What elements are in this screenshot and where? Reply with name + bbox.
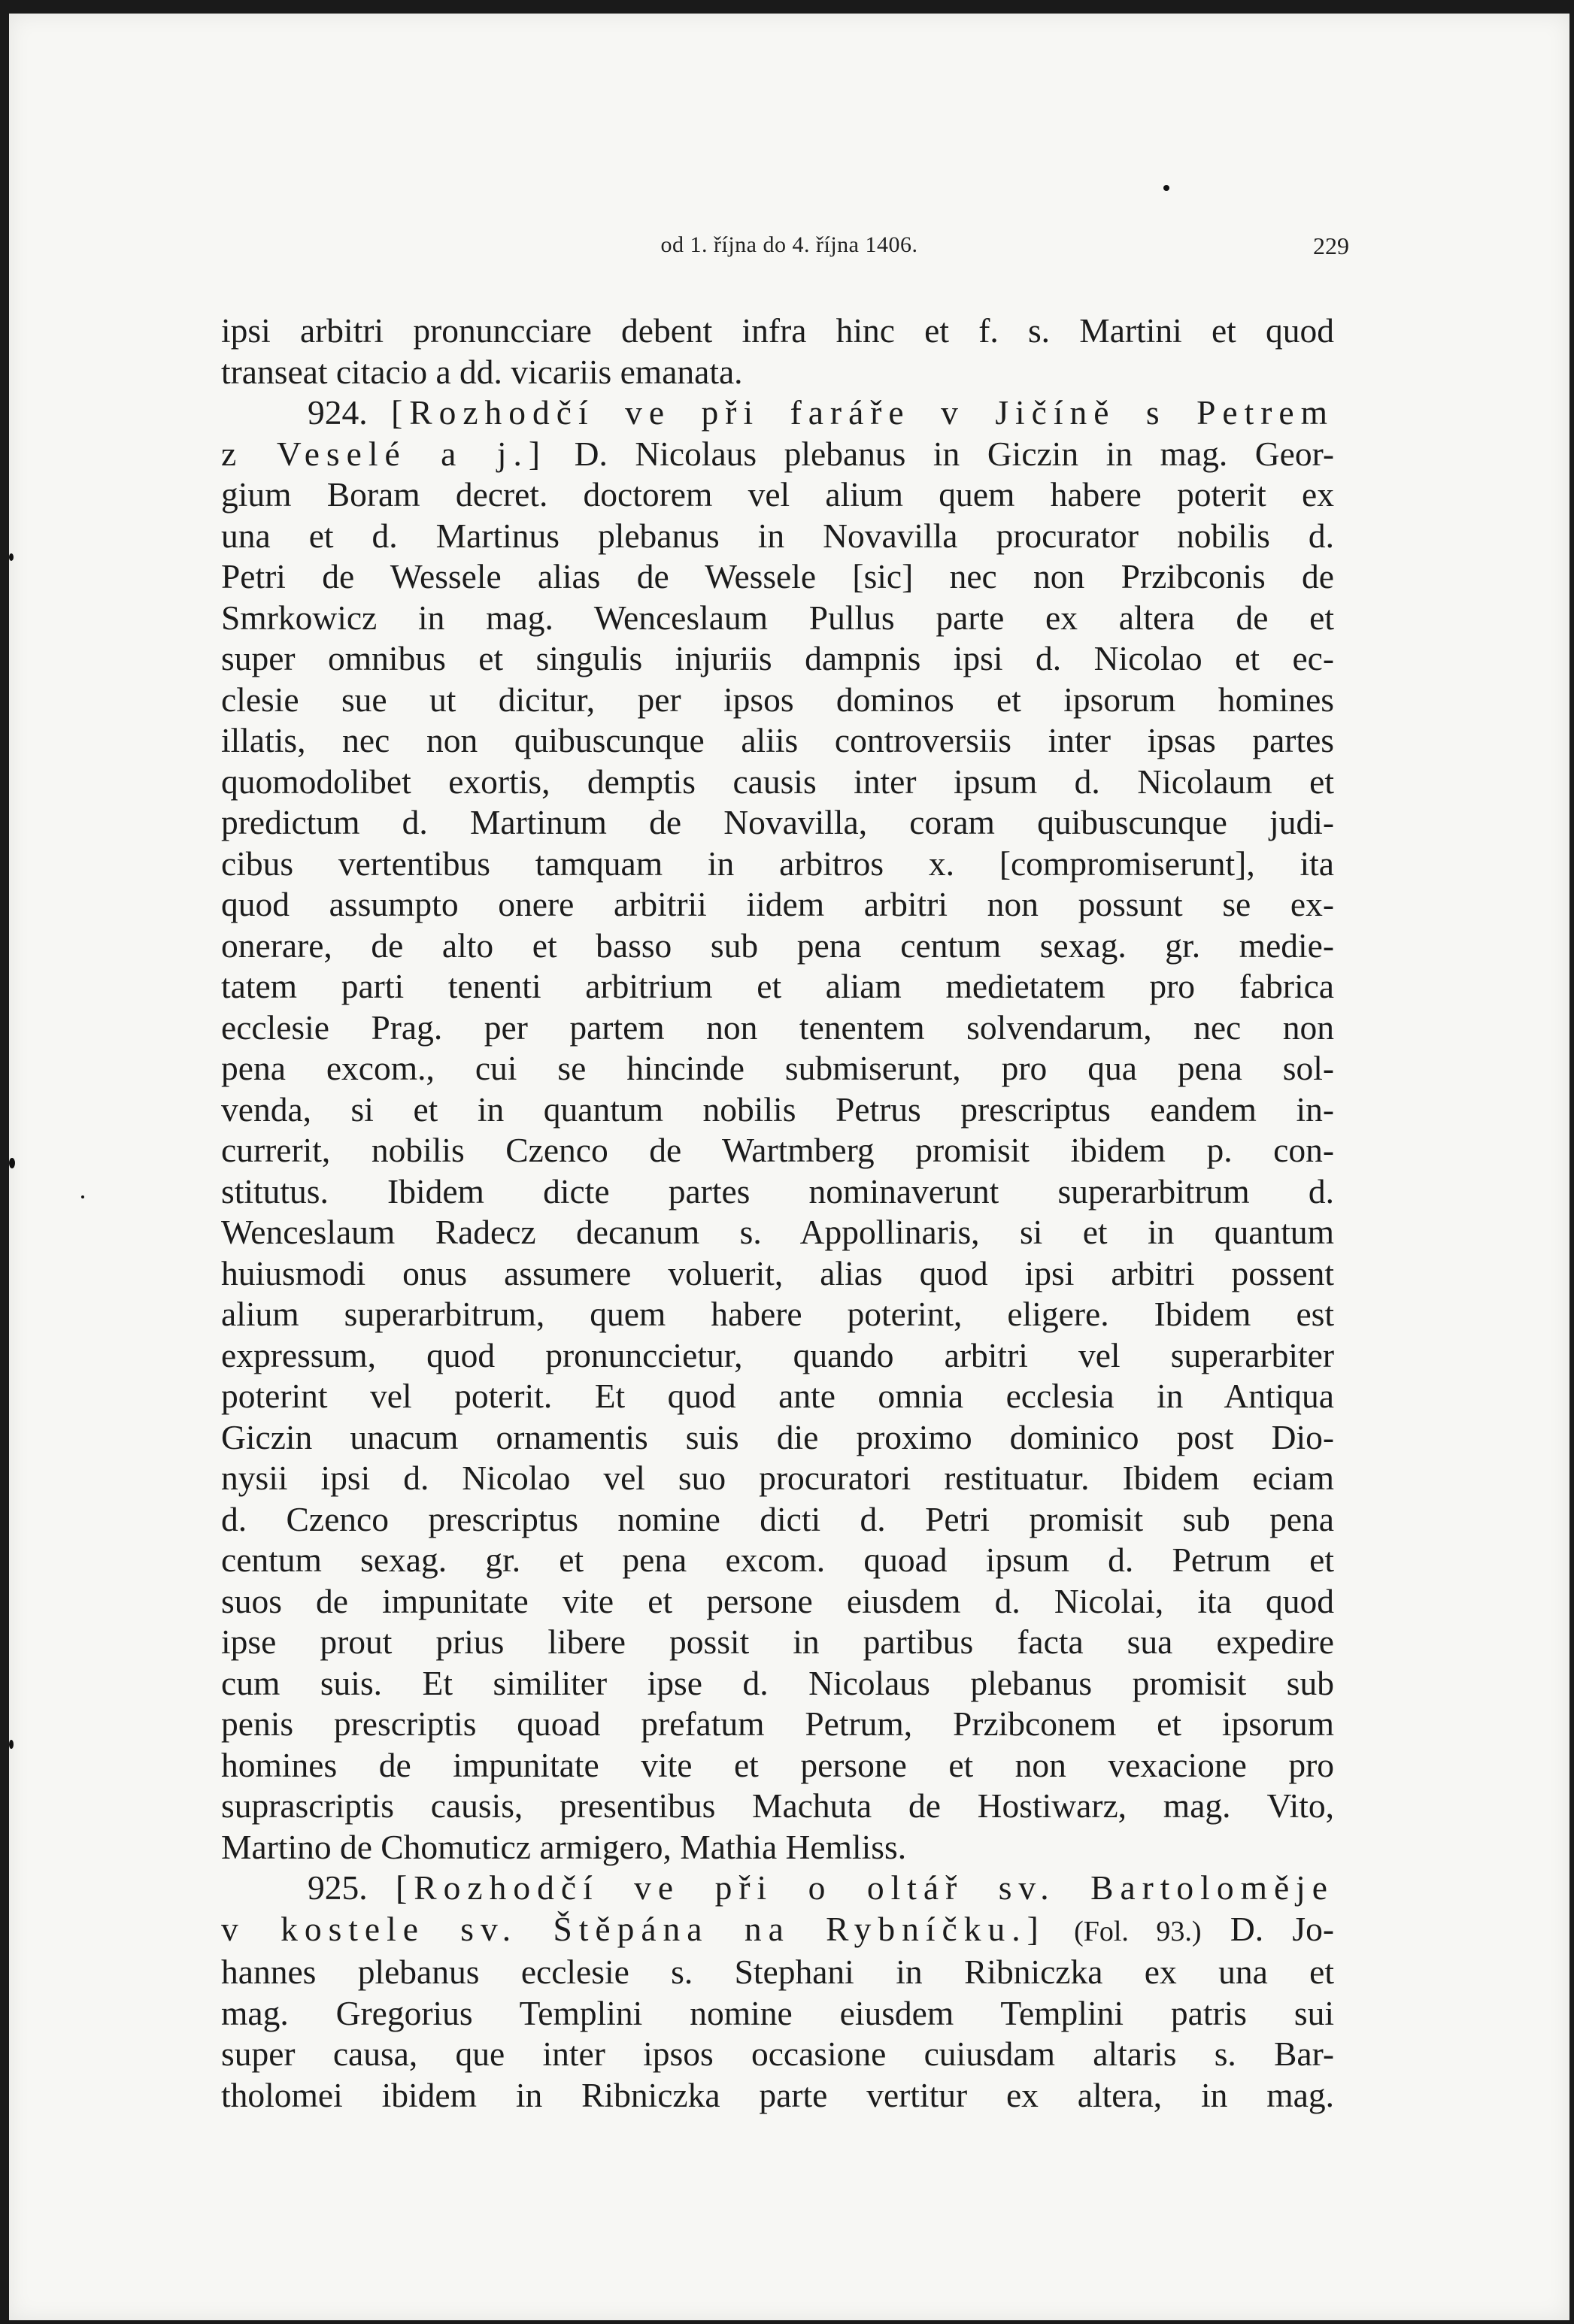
scanned-page <box>9 14 1569 2320</box>
body-text <box>221 311 1334 2116</box>
entry-heading-continued: z Veselé a j.] <box>221 434 547 473</box>
text-line: cibus vertentibus tamquam in arbitros x. [compromiserunt], ita <box>221 844 1334 883</box>
entry-924-heading-line <box>221 392 1334 434</box>
scan-speck <box>9 1740 14 1749</box>
text-line: venda, si et in quantum nobilis Petrus prescriptus eandem in- <box>221 1089 1334 1129</box>
text-line: quomodolibet exortis, demptis causis inter ipsum d. Nicolaum et <box>221 762 1334 801</box>
text-line: quod assumpto onere arbitrii iidem arbitri non possunt se ex- <box>221 885 1334 923</box>
text-line: huiusmodi onus assumere voluerit, alias quod ipsi arbitri possent <box>221 1253 1334 1292</box>
text-line: ipse prout prius libere possit in partibus facta sua expedire <box>221 1623 1334 1661</box>
text-line: illatis, nec non quibuscunque aliis controversiis inter ipsas partes <box>221 721 1334 759</box>
text-line: super causa, que inter ipsos occasione cuiusdam altaris s. Bar- <box>221 2035 1334 2073</box>
text-line: ecclesie Prag. per partem non tenentem solvendarum, nec non <box>221 1007 1334 1047</box>
text-line: suprascriptis causis, presentibus Machuta de Hostiwarz, mag. Vito, <box>221 1786 1334 1825</box>
entry-925-heading-line <box>221 1868 1334 1909</box>
text-line <box>221 1909 1334 1953</box>
folio-reference: (Fol. 93.) <box>1074 1915 1202 1947</box>
text-line: gium Boram decret. doctorem vel alium quem habere poterit ex <box>221 475 1334 514</box>
text-line: expressum, quod pronunccietur, quando arbitri vel superarbiter <box>221 1335 1334 1374</box>
page-number: 229 <box>1313 232 1349 259</box>
text-run: D. Nicolaus plebanus in Giczin in mag. Geor- <box>574 434 1334 473</box>
scan-speck <box>9 1158 15 1168</box>
text-line: stitutus. Ibidem dicte partes nominaverunt superarbitrum d. <box>221 1171 1334 1210</box>
text-line: Petri de Wessele alias de Wessele [sic] nec non Przibconis de <box>221 557 1334 595</box>
text-line: alium superarbitrum, quem habere poterint, eligere. Ibidem est <box>221 1295 1334 1333</box>
text-line: cum suis. Et similiter ipse d. Nicolaus plebanus promisit sub <box>221 1663 1334 1702</box>
text-line: d. Czenco prescriptus nomine dicti d. Petri promisit sub pena <box>221 1499 1334 1538</box>
text-run: D. Jo- <box>1230 1909 1335 1948</box>
text-line: currerit, nobilis Czenco de Wartmberg promisit ibidem p. con- <box>221 1131 1334 1169</box>
text-line: mag. Gregorius Templini nomine eiusdem Templini patris sui <box>221 1993 1334 2032</box>
text-line: transeat citacio a dd. vicariis emanata. <box>221 352 743 391</box>
text-line: super omnibus et singulis injuriis dampnis ipsi d. Nicolao et ec- <box>221 639 1334 677</box>
text-line: Martino de Chomuticz armigero, Mathia Hemliss. <box>221 1827 907 1866</box>
text-line: penis prescriptis quoad prefatum Petrum, Przibconem et ipsorum <box>221 1704 1334 1743</box>
text-line: tholomei ibidem in Ribniczka parte vertitur ex altera, in mag. <box>221 2075 1334 2114</box>
scan-speck <box>81 1195 84 1198</box>
text-line: predictum d. Martinum de Novavilla, coram quibuscunque judi- <box>221 803 1334 841</box>
text-line: Giczin unacum ornamentis suis die proximo dominico post Dio- <box>221 1417 1334 1456</box>
text-line: suos de impunitate vite et persone eiusdem d. Nicolai, ita quod <box>221 1581 1334 1620</box>
page-header <box>9 232 1569 262</box>
text-line: ipsi arbitri pronuncciare debent infra hinc et f. s. Martini et quod <box>221 311 1334 350</box>
text-line: poterint vel poterit. Et quod ante omnia ecclesia in Antiqua <box>221 1377 1334 1415</box>
scan-speck <box>1163 185 1169 191</box>
text-line: hannes plebanus ecclesie s. Stephani in Ribniczka ex una et <box>221 1953 1334 1991</box>
text-line: onerare, de alto et basso sub pena centum sexag. gr. medie- <box>221 926 1334 965</box>
text-line: homines de impunitate vite et persone et non vexacione pro <box>221 1745 1334 1784</box>
entry-number: 924. <box>308 393 368 432</box>
text-line: nysii ipsi d. Nicolao vel suo procuratori restituatur. Ibidem eciam <box>221 1459 1334 1497</box>
running-head: od 1. října do 4. října 1406. <box>660 232 918 257</box>
entry-heading: [Rozhodčí ve při o oltář sv. Bartoloměje <box>396 1868 1334 1907</box>
text-line: clesie sue ut dicitur, per ipsos dominos et ipsorum homines <box>221 680 1334 719</box>
entry-number: 925. <box>308 1868 368 1907</box>
text-line: una et d. Martinus plebanus in Novavilla procurator nobilis d. <box>221 516 1334 555</box>
entry-heading-continued: v kostele sv. Štěpána na Rybníčku.] <box>221 1909 1045 1948</box>
scan-speck <box>9 553 14 561</box>
text-line: Smrkowicz in mag. Wenceslaum Pullus parte ex altera de et <box>221 598 1334 637</box>
text-line: centum sexag. gr. et pena excom. quoad ipsum d. Petrum et <box>221 1541 1334 1579</box>
text-line: pena excom., cui se hincinde submiserunt, pro qua pena sol- <box>221 1049 1334 1087</box>
text-line: tatem parti tenenti arbitrium et aliam medietatem pro fabrica <box>221 967 1334 1005</box>
text-line: Wenceslaum Radecz decanum s. Appollinaris, si et in quantum <box>221 1213 1334 1251</box>
entry-heading: [Rozhodčí ve při faráře v Jičíně s Petrem <box>391 393 1334 432</box>
text-line <box>221 434 1334 475</box>
